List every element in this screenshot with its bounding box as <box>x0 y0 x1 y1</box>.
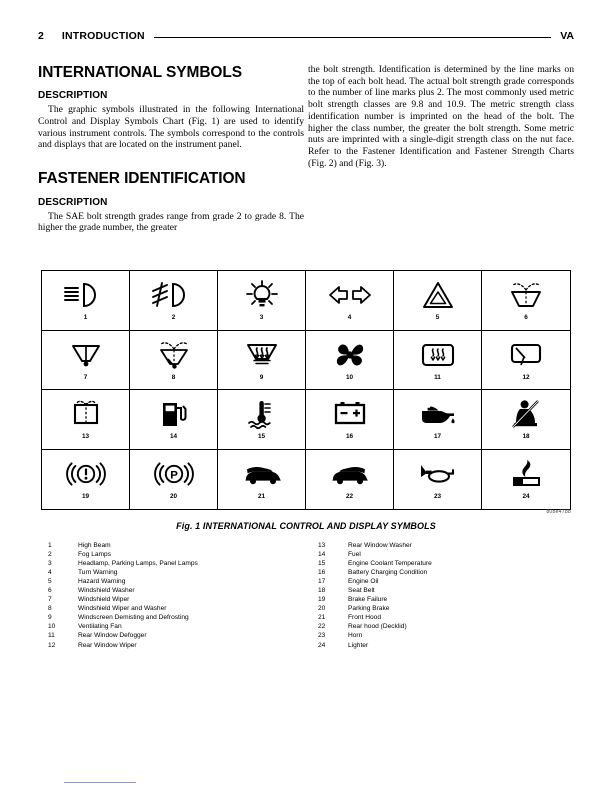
legend-number: 16 <box>318 569 326 577</box>
legend-label: Horn <box>348 632 363 640</box>
engine-coolant-temperature-icon <box>234 397 290 431</box>
legend-label: Lighter <box>348 641 369 649</box>
page-header <box>38 26 574 46</box>
legend-label: Seat Belt <box>348 587 375 595</box>
symbol-number: 13 <box>81 433 90 441</box>
legend-item <box>318 631 432 640</box>
symbol-cell-9 <box>218 331 306 391</box>
symbol-number: 14 <box>169 433 178 441</box>
legend-number: 15 <box>318 560 326 568</box>
legend-label: Engine Oil <box>348 578 379 586</box>
legend-item <box>48 641 198 650</box>
symbol-number: 2 <box>171 314 176 322</box>
symbol-number: 23 <box>433 493 442 501</box>
seat-belt-icon <box>498 397 554 431</box>
symbol-number: 3 <box>259 314 264 322</box>
legend-number: 24 <box>318 641 326 649</box>
legend-label: Parking Brake <box>348 605 390 613</box>
engine-oil-icon <box>410 397 466 431</box>
legend-item <box>48 577 198 586</box>
legend-number: 14 <box>318 551 326 559</box>
legend-item <box>318 568 432 577</box>
figure-caption: Fig. 1 INTERNATIONAL CONTROL AND DISPLAY SYMBOLS <box>176 521 436 531</box>
legend-label: Rear Window Defogger <box>78 632 147 640</box>
symbol-number: 16 <box>345 433 354 441</box>
symbol-cell-19 <box>42 450 130 510</box>
legend-number: 17 <box>318 578 326 586</box>
legend-number: 1 <box>48 542 52 549</box>
symbol-number: 10 <box>345 373 354 381</box>
legend-number: 13 <box>318 542 326 549</box>
symbol-cell-4 <box>306 271 394 331</box>
legend-item <box>48 541 198 550</box>
legend-number: 11 <box>48 632 55 640</box>
symbol-number: 17 <box>433 433 442 441</box>
symbol-cell-16 <box>306 390 394 450</box>
description-subheading-1: DESCRIPTION <box>38 90 108 102</box>
symbol-number: 21 <box>257 493 266 501</box>
windshield-wiper-and-washer-icon <box>146 338 202 372</box>
legend-label: Fuel <box>348 551 361 559</box>
legend-number: 4 <box>48 569 52 577</box>
symbol-cell-11 <box>394 331 482 391</box>
symbol-cell-2 <box>130 271 218 331</box>
symbol-cell-15 <box>218 390 306 450</box>
symbol-cell-21 <box>218 450 306 510</box>
headlamp-parking-panel-lamp-icon <box>234 278 290 312</box>
legend-label: High Beam <box>78 542 111 549</box>
description-subheading-2: DESCRIPTION <box>38 196 108 208</box>
turn-warning-icon <box>322 278 378 312</box>
symbol-cell-7 <box>42 331 130 391</box>
rear-hood-decklid-icon <box>322 457 378 491</box>
symbol-cell-6 <box>482 271 570 331</box>
fastener-identification-paragraph: The SAE bolt strength grades range from grade 2 to grade 8. The higher the grade number, the greater <box>38 210 304 234</box>
battery-charging-condition-icon <box>322 397 378 431</box>
legend-label: Battery Charging Condition <box>348 569 428 577</box>
brake-failure-icon <box>58 457 114 491</box>
symbol-number: 1 <box>83 314 88 322</box>
symbol-number: 7 <box>83 373 88 381</box>
legend-item <box>48 586 198 595</box>
symbol-cell-1 <box>42 271 130 331</box>
fog-lamp-icon <box>146 278 202 312</box>
header-section-title: INTRODUCTION <box>61 29 145 42</box>
symbol-number: 5 <box>435 314 440 322</box>
fastener-continued-paragraph: the bolt strength. Identification is determined by the line marks on the top of each bolt head. The actual bolt strength grade corresponds to the number of line marks plus 2. The most commonly used metric bolt strength classes are 9.8 and 10.9. The metric strength class identification number is imprinted on the head of the bolt. The higher the class number, the greater the bolt strength. Some metric nuts are imprinted with a single-digit strength class on the nut face. Refer to the Fastener Identification and Fastener Strength Charts (Fig. 2) and (Fig. 3). <box>308 64 574 169</box>
legend-item <box>318 604 432 613</box>
horn-icon <box>410 457 466 491</box>
legend-number: 3 <box>48 560 52 568</box>
symbol-number: 24 <box>522 493 530 501</box>
legend-label: Front Hood <box>348 614 381 622</box>
windshield-washer-icon <box>498 278 554 312</box>
legend-item <box>318 595 432 604</box>
legend-number: 7 <box>48 596 52 604</box>
symbol-cell-17 <box>394 390 482 450</box>
legend-item <box>48 595 198 604</box>
legend-column-left <box>48 541 198 650</box>
parking-brake-icon <box>146 457 202 491</box>
legend-number: 2 <box>48 551 52 559</box>
legend-item <box>48 613 198 622</box>
left-text-column <box>38 64 304 234</box>
symbol-cell-3 <box>218 271 306 331</box>
legend-label: Rear Window Washer <box>348 542 412 549</box>
legend-label: Headlamp, Parking Lamps, Panel Lamps <box>78 560 198 568</box>
header-rule <box>154 37 551 38</box>
fastener-identification-heading: FASTENER IDENTIFICATION <box>38 170 246 188</box>
figure-reference-code: 80be4788 <box>546 509 571 515</box>
legend-item <box>318 550 432 559</box>
legend-number: 21 <box>318 614 326 622</box>
legend-number: 18 <box>318 587 326 595</box>
legend-column-right <box>318 541 432 650</box>
legend-label: Windshield Washer <box>78 587 135 595</box>
legend-number: 23 <box>318 632 326 640</box>
legend-number: 6 <box>48 587 52 595</box>
legend-label: Fog Lamps <box>78 551 111 559</box>
legend-item <box>48 631 198 640</box>
page-number: 2 <box>38 29 44 42</box>
legend-item <box>318 586 432 595</box>
rear-window-washer-icon <box>58 397 114 431</box>
front-hood-icon <box>234 457 290 491</box>
symbol-cell-12 <box>482 331 570 391</box>
column-spacer <box>38 151 304 170</box>
rear-window-wiper-icon <box>498 338 554 372</box>
legend-label: Turn Warning <box>78 569 118 577</box>
international-symbols-paragraph: The graphic symbols illustrated in the following International Control and Display Symbols Chart (Fig. 1) are used to identify various instrument controls. The symbols correspond to the controls and displays that are located on the instrument panel. <box>38 104 304 151</box>
legend-number: 19 <box>318 596 326 604</box>
legend-item <box>318 577 432 586</box>
international-symbols-chart <box>41 270 571 510</box>
windshield-wiper-icon <box>58 338 114 372</box>
legend-label: Windshield Wiper <box>78 596 130 604</box>
hazard-warning-icon <box>410 278 466 312</box>
legend-number: 20 <box>318 605 326 613</box>
legend-item <box>48 550 198 559</box>
legend-item <box>318 559 432 568</box>
symbol-cell-23 <box>394 450 482 510</box>
symbol-number: 6 <box>524 314 528 322</box>
legend-number: 5 <box>48 578 52 586</box>
symbol-number: 22 <box>345 493 354 501</box>
legend-label: Windscreen Demisting and Defrosting <box>78 614 189 622</box>
symbol-number: 18 <box>522 433 530 441</box>
symbol-cell-20 <box>130 450 218 510</box>
legend-number: 8 <box>48 605 52 613</box>
legend-label: Brake Failure <box>348 596 388 604</box>
legend-number: 22 <box>318 623 326 631</box>
symbol-number: 19 <box>81 493 90 501</box>
legend-number: 10 <box>48 623 56 631</box>
right-text-column <box>308 64 574 169</box>
legend-number: 9 <box>48 614 52 622</box>
symbol-number: 20 <box>169 493 178 501</box>
legend-item <box>48 568 198 577</box>
symbol-cell-24 <box>482 450 570 510</box>
ventilating-fan-icon <box>322 338 378 372</box>
lighter-icon <box>498 457 554 491</box>
legend-label: Hazard Warning <box>78 578 126 586</box>
windscreen-demist-defrost-icon <box>234 338 290 372</box>
symbol-cell-18 <box>482 390 570 450</box>
symbol-cell-10 <box>306 331 394 391</box>
symbol-number: 9 <box>259 373 264 381</box>
legend-item <box>318 641 432 650</box>
legend-label: Windshield Wiper and Washer <box>78 605 167 613</box>
legend-item <box>318 622 432 631</box>
high-beam-icon <box>58 278 114 312</box>
rear-window-defogger-icon <box>410 338 466 372</box>
header-manual-code: VA <box>560 29 574 42</box>
legend-item <box>318 541 432 550</box>
legend-label: Ventilating Fan <box>78 623 122 631</box>
international-symbols-heading: INTERNATIONAL SYMBOLS <box>38 64 242 81</box>
svg-text:P: P <box>169 469 178 482</box>
fuel-icon <box>146 397 202 431</box>
symbol-number: 8 <box>171 373 176 381</box>
legend-item <box>318 613 432 622</box>
symbol-number: 15 <box>257 433 266 441</box>
legend-item <box>48 604 198 613</box>
bottom-rule <box>64 782 136 783</box>
legend-label: Rear hood (Decklid) <box>348 623 407 631</box>
symbol-cell-5 <box>394 271 482 331</box>
symbol-number: 4 <box>347 314 352 322</box>
symbol-cell-13 <box>42 390 130 450</box>
symbol-number: 12 <box>522 373 530 381</box>
symbol-cell-14 <box>130 390 218 450</box>
symbol-number: 11 <box>434 373 441 381</box>
legend-label: Rear Window Wiper <box>78 641 137 649</box>
symbol-cell-22 <box>306 450 394 510</box>
legend-item <box>48 622 198 631</box>
legend-label: Engine Coolant Temperature <box>348 560 432 568</box>
legend-number: 12 <box>48 641 56 649</box>
legend-item <box>48 559 198 568</box>
symbol-cell-8 <box>130 331 218 391</box>
